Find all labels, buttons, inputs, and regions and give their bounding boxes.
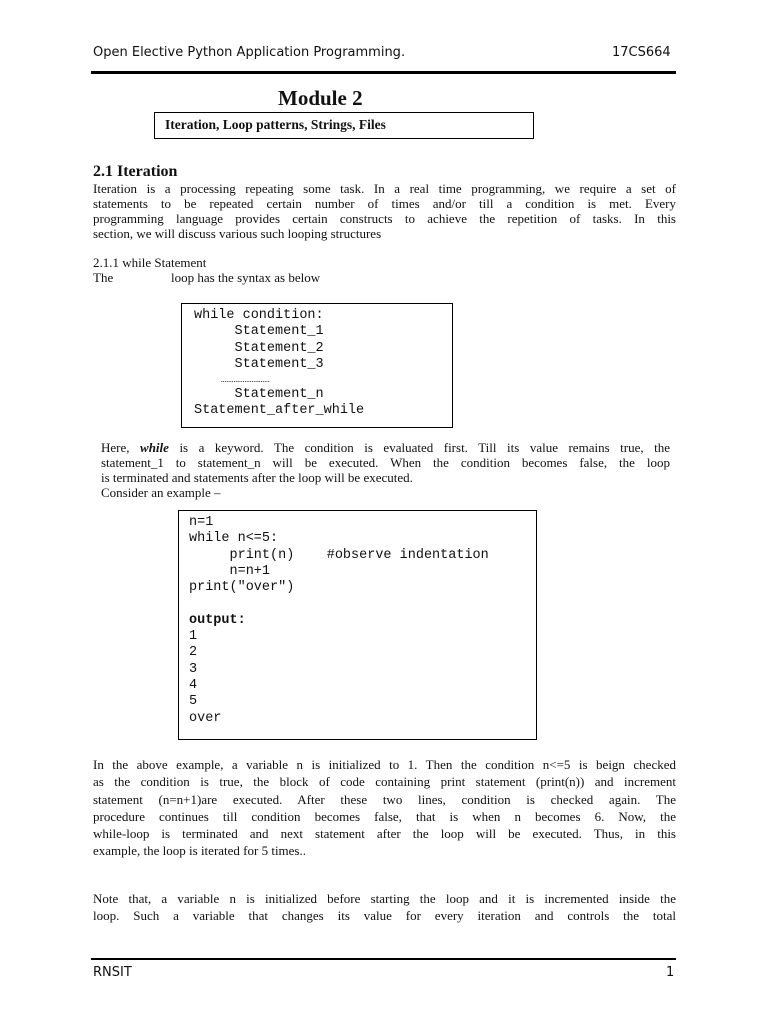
intro-line: statements to be repeated certain number of times and/or till a condition is met. Every xyxy=(93,196,676,211)
paragraph-line: as the condition is true, the block of code containing print statement (print(n)) and increment xyxy=(93,774,676,790)
code-line: print("over") xyxy=(189,580,295,596)
paragraph-line: procedure continues till condition becomes false, that is when n becomes 6. Now, the xyxy=(93,808,676,824)
paragraph-loop-explanation xyxy=(93,756,676,860)
subsection-heading: 2.1.1 while Statement xyxy=(93,255,207,270)
explanation-line: Consider an example – xyxy=(101,485,221,500)
code-line-ellipsis: ……………………… xyxy=(194,375,270,386)
footer-page-number: 1 xyxy=(666,965,675,980)
footer-institution: RNSIT xyxy=(93,965,132,980)
code-line: n=1 xyxy=(189,515,214,530)
code-line: Statement_1 xyxy=(194,324,324,340)
code-line: Statement_after_while xyxy=(194,403,365,419)
module-subtitle: Iteration, Loop patterns, Strings, Files xyxy=(165,117,386,132)
header-course-code: 17CS664 xyxy=(612,45,671,60)
code-line: while condition: xyxy=(194,308,324,323)
output-line: 5 xyxy=(189,694,198,710)
header-rule xyxy=(91,71,676,74)
paragraph-line: Note that, a variable n is initialized before starting the loop and it is incremented inside the xyxy=(93,891,676,906)
keyword-while: while xyxy=(140,440,169,455)
syntax-intro-left: The xyxy=(93,270,114,285)
example-code-block xyxy=(178,510,537,740)
section-heading: 2.1 Iteration xyxy=(93,163,178,180)
paragraph-line: while-loop is terminated and next statement after the loop will be executed. Thus, in this xyxy=(93,826,676,842)
paragraph-note xyxy=(93,890,676,925)
paragraph-line: statement (n=n+1)are executed. After these two lines, condition is checked again. The xyxy=(93,791,676,807)
output-line: 4 xyxy=(189,677,198,693)
code-line: Statement_3 xyxy=(194,356,324,372)
module-subtitle-box xyxy=(154,112,534,139)
footer-rule xyxy=(91,958,676,960)
explanation-line: is terminated and statements after the loop will be executed. xyxy=(101,470,413,485)
intro-line: Iteration is a processing repeating some task. In a real time programming, we require a set of xyxy=(93,181,676,196)
output-label: output: xyxy=(189,612,246,628)
explanation-text: Here, xyxy=(101,440,141,455)
output-line: 1 xyxy=(189,629,198,645)
code-line: n=n+1 xyxy=(189,563,271,579)
output-line: over xyxy=(189,710,222,726)
syntax-intro-right: loop has the syntax as below xyxy=(171,270,321,285)
paragraph-line: loop. Such a variable that changes its value for every iteration and controls the total xyxy=(93,908,676,924)
syntax-code-block xyxy=(181,303,453,428)
intro-paragraph xyxy=(93,181,676,241)
explanation-paragraph xyxy=(101,440,670,500)
code-line: while n<=5: xyxy=(189,531,279,547)
paragraph-line: example, the loop is iterated for 5 times.. xyxy=(93,843,306,859)
explanation-line: statement_1 to statement_n will be executed. When the condition becomes false, the loop xyxy=(101,455,670,470)
explanation-text: is a keyword. The condition is evaluated first. Till its value remains true, the xyxy=(168,440,670,455)
paragraph-line: In the above example, a variable n is initialized to 1. Then the condition n<=5 is beign checked xyxy=(93,757,676,772)
intro-line: section, we will discuss various such looping structures xyxy=(93,226,382,241)
output-line: 3 xyxy=(189,661,198,677)
code-line: print(n) #observe indentation xyxy=(189,547,489,563)
code-line: Statement_n xyxy=(194,387,324,403)
explanation-line xyxy=(101,440,670,455)
code-line: Statement_2 xyxy=(194,340,324,356)
module-title: Module 2 xyxy=(278,86,363,110)
header-course-title: Open Elective Python Application Programming. xyxy=(93,45,406,60)
code-line-blank xyxy=(189,596,536,612)
output-line: 2 xyxy=(189,645,198,661)
intro-line: programming language provides certain constructs to achieve the repetition of tasks. In this xyxy=(93,211,676,226)
